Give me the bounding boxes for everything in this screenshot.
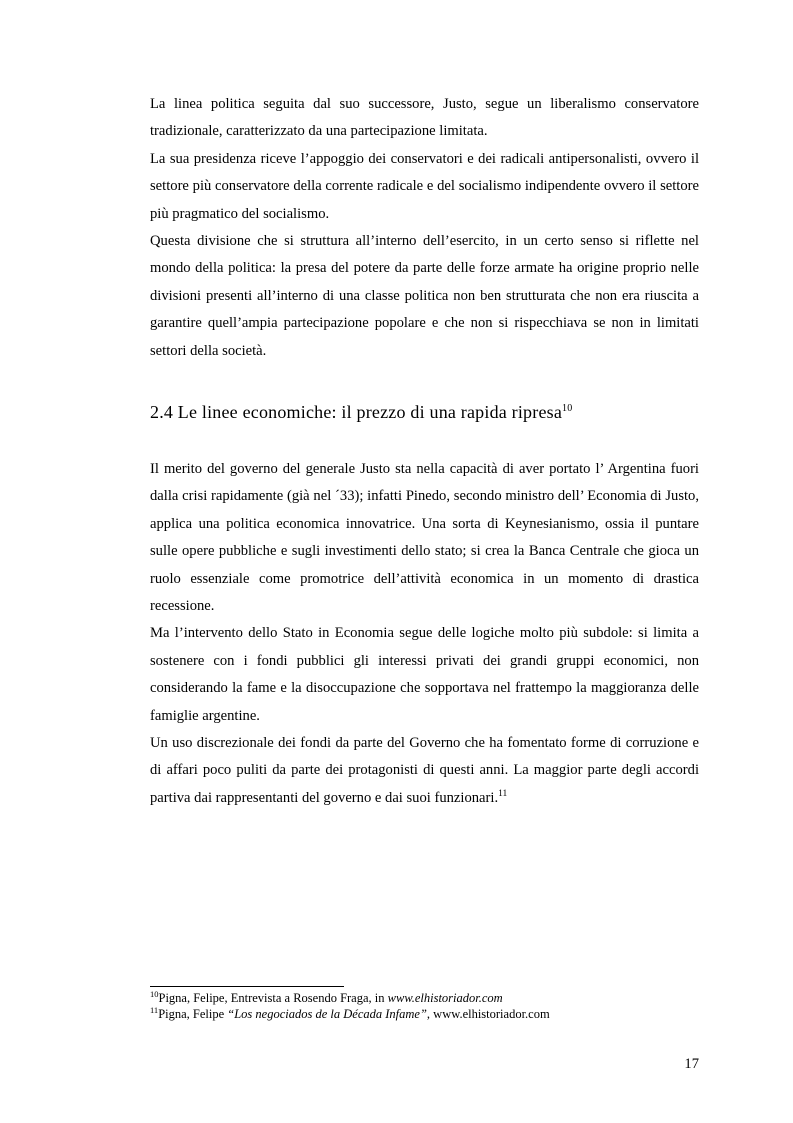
footnote-link: www.elhistoriador.com: [387, 991, 503, 1005]
footnote-tail: , www.elhistoriador.com: [426, 1007, 550, 1021]
footnote-number: 10: [150, 989, 159, 999]
footnote-title: “Los negociados de la Década Infame”: [227, 1007, 427, 1021]
body-text-bottom: [150, 456, 699, 812]
footnotes: [150, 990, 710, 1022]
paragraph: La linea politica seguita dal suo successore, Justo, segue un liberalismo conservatore tradizionale, caratterizzato da una partecipazione limitata.: [150, 96, 699, 140]
footnote-ref: 10: [562, 403, 573, 414]
paragraph: Questa divisione che si struttura all’interno dell’esercito, in un certo senso si riflette nel mondo della politica: la presa del potere da parte delle forze armate ha origine proprio nelle divisioni presenti all’interno di una classe politica non ben strutturata che non era riuscita a garantire quell’ampia partecipazione popolare e che non si rispecchiava se non in limitati settori della società.: [150, 233, 699, 359]
body-text-top: [150, 91, 699, 365]
paragraph-text: Un uso discrezionale dei fondi da parte del Governo che ha fomentato forme di corruzione e di affari poco puliti da parte dei protagonisti di questi anni. La maggior parte degli accordi partiva dai rappresentanti del governo e dai suoi funzionari.: [150, 735, 699, 806]
page-number: 17: [684, 1056, 699, 1072]
footnote-text: Pigna, Felipe, Entrevista a Rosendo Fraga, in: [158, 991, 388, 1005]
paragraph: Ma l’intervento dello Stato in Economia segue delle logiche molto più subdole: si limita a sostenere con i fondi pubblici gli interessi privati dei grandi gruppi economici, non considerando la fame e la disoccupazione che sopportava nel frattempo la maggioranza delle famiglie argentine.: [150, 625, 699, 724]
paragraph: La sua presidenza riceve l’appoggio dei conservatori e dei radicali antipersonalisti, ovvero il settore più conservatore della corrente radicale e del socialismo indipendente ovvero il settore più pragmatico del socialismo.: [150, 150, 699, 222]
footnote-ref: 11: [498, 788, 508, 799]
footnote: [150, 990, 710, 1006]
section-heading: [150, 396, 699, 425]
paragraph: [150, 730, 699, 812]
footnote-text: Pigna, Felipe: [158, 1007, 228, 1021]
paragraph: Il merito del governo del generale Justo sta nella capacità di aver portato l’ Argentina fuori dalla crisi rapidamente (già nel ´33); infatti Pinedo, secondo ministro dell’ Economia di Justo, applica una politica economica innovatrice. Una sorta di Keynesianismo, ossia il puntare sulle opere pubbliche e sugli investimenti dello stato; si crea la Banca Centrale che gioca un ruolo essenziale come promotrice dell’attività economica in un momento di drastica recessione.: [150, 461, 699, 615]
section-heading-text: 2.4 Le linee economiche: il prezzo di una rapida ripresa: [150, 402, 563, 422]
footnote-separator: [150, 986, 344, 987]
footnote-number: 11: [150, 1005, 159, 1015]
footnote: [150, 1006, 710, 1022]
